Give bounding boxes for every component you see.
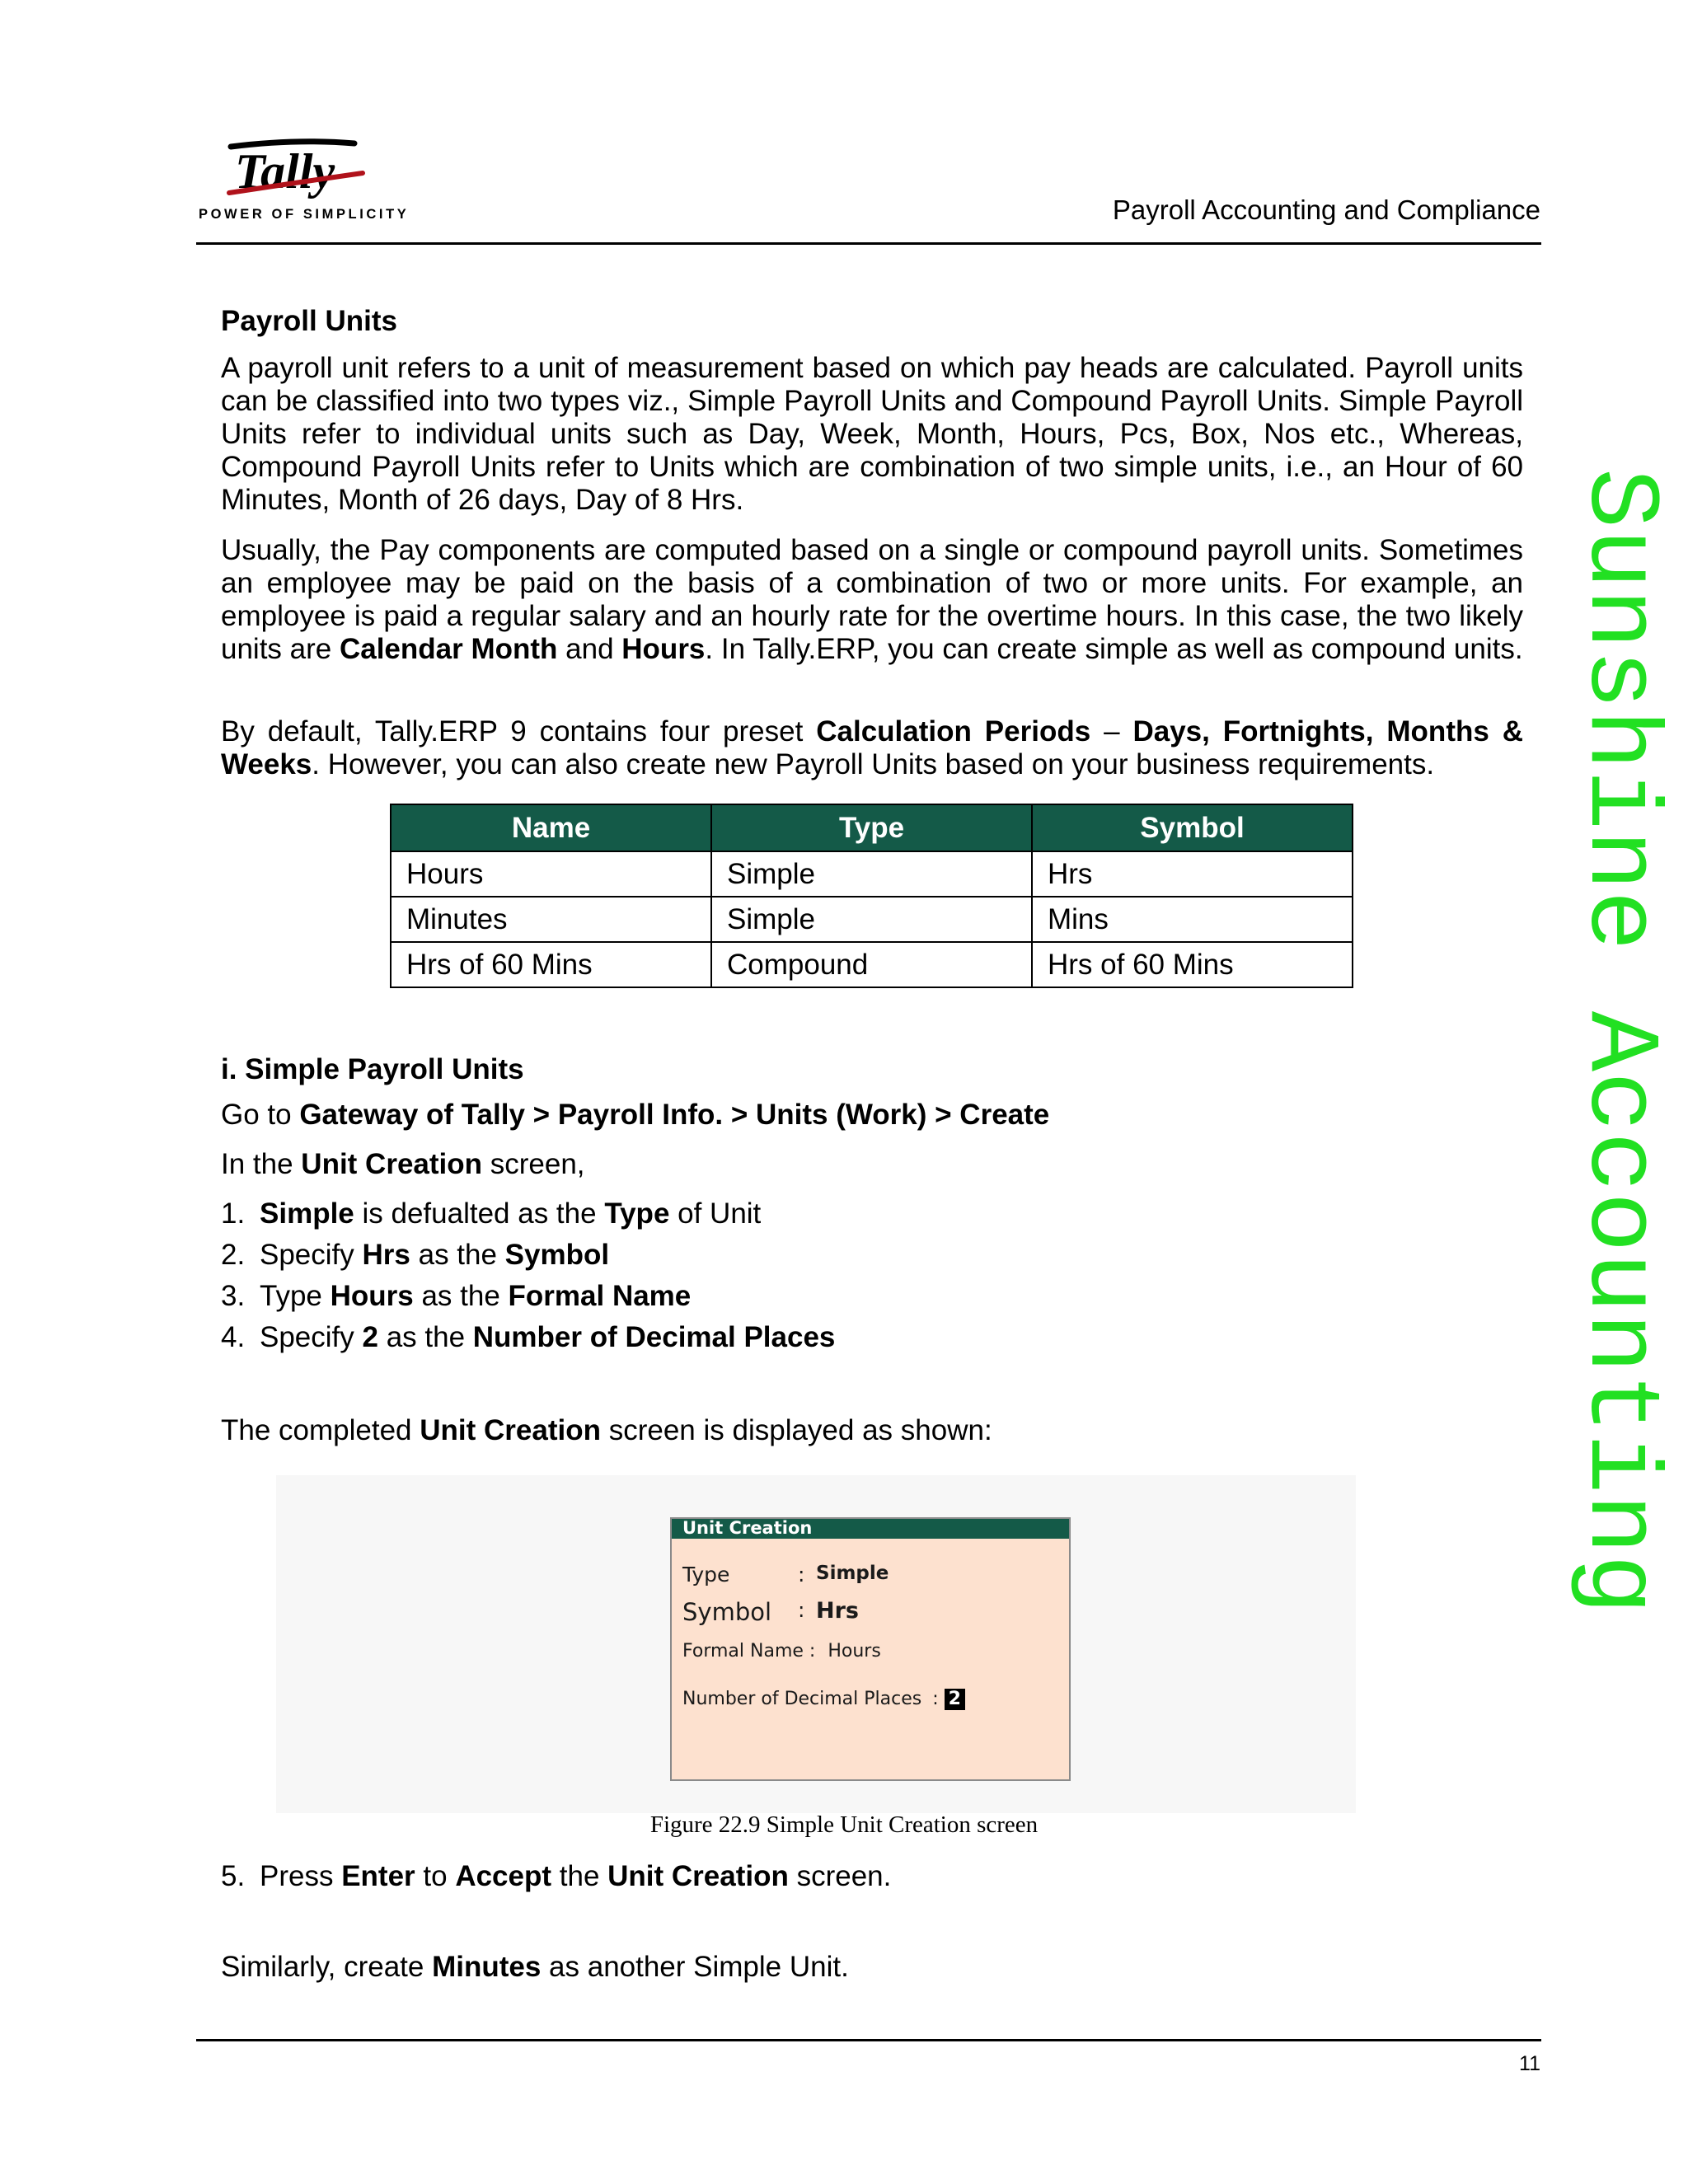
column-header-name: Name xyxy=(391,804,711,851)
step-1: 1. Simple is defualted as the Type of Unit xyxy=(221,1197,762,1230)
formal-name-separator: : xyxy=(809,1641,816,1661)
table-header-row xyxy=(391,804,1353,851)
step-2: 2. Specify Hrs as the Symbol xyxy=(221,1239,610,1271)
table-cell: Simple xyxy=(711,897,1032,942)
figure-caption: Figure 22.9 Simple Unit Creation screen xyxy=(649,1811,1039,1838)
symbol-label: Symbol xyxy=(682,1598,772,1626)
decimal-places-row xyxy=(682,1689,965,1710)
table-cell: Simple xyxy=(711,851,1032,897)
watermark-text: Sunshine Accounting xyxy=(1562,468,1676,1615)
decimal-places-label: Number of Decimal Places xyxy=(682,1689,922,1709)
table-row xyxy=(391,942,1353,987)
table-cell: Hrs xyxy=(1032,851,1353,897)
payroll-units-table xyxy=(390,804,1353,988)
formal-name-row xyxy=(682,1641,881,1661)
symbol-row xyxy=(682,1598,859,1626)
footer-rule xyxy=(196,2039,1541,2041)
intro-line: In the Unit Creation screen, xyxy=(221,1148,585,1180)
table-cell: Mins xyxy=(1032,897,1353,942)
logo-tagline: POWER OF SIMPLICITY xyxy=(199,207,410,222)
section-heading-simple-units: i. Simple Payroll Units xyxy=(221,1053,524,1085)
type-separator: : xyxy=(798,1563,805,1586)
formal-name-label: Formal Name xyxy=(682,1641,804,1661)
type-row xyxy=(682,1563,889,1586)
logo-text: Tally xyxy=(235,144,335,199)
section-heading-payroll-units: Payroll Units xyxy=(221,305,397,337)
watermark xyxy=(1562,468,1676,1754)
page-number: 11 xyxy=(1519,2052,1540,2075)
decimal-places-input[interactable]: 2 xyxy=(945,1689,965,1710)
unit-creation-screen xyxy=(670,1517,1071,1781)
navigation-path: Go to Gateway of Tally > Payroll Info. > Units (Work) > Create xyxy=(221,1099,1050,1131)
column-header-symbol: Symbol xyxy=(1032,804,1353,851)
type-value: Simple xyxy=(816,1563,889,1584)
completed-screen-line: The completed Unit Creation screen is displayed as shown: xyxy=(221,1414,992,1446)
step-4: 4. Specify 2 as the Number of Decimal Places xyxy=(221,1321,836,1353)
column-header-type: Type xyxy=(711,804,1032,851)
header-rule xyxy=(196,242,1541,245)
formal-name-value: Hours xyxy=(828,1641,881,1661)
type-label: Type xyxy=(682,1563,730,1586)
table-cell: Hrs of 60 Mins xyxy=(391,942,711,987)
unit-creation-title: Unit Creation xyxy=(672,1519,1069,1539)
header-title: Payroll Accounting and Compliance xyxy=(1112,194,1540,225)
table-cell: Hrs of 60 Mins xyxy=(1032,942,1353,987)
step-5: 5. Press Enter to Accept the Unit Creation screen. xyxy=(221,1860,892,1892)
table-cell: Hours xyxy=(391,851,711,897)
table-row xyxy=(391,897,1353,942)
paragraph-definition: A payroll unit refers to a unit of measurement based on which pay heads are calculated. Payroll units can be classified into two types viz., Simple Payroll Units and Compound Payroll Units. Simple Payroll Units refer to individual units such as Day, Week, Month, Hours, Pcs, Box, Nos etc., Whereas, Compound Payroll Units refer to Units which are combination of two simple units, i.e., an Hour of 60 Minutes, Month of 26 days, Day of 8 Hrs. xyxy=(221,352,1523,516)
decimal-places-separator: : xyxy=(932,1689,939,1709)
similarly-line: Similarly, create Minutes as another Simple Unit. xyxy=(221,1951,849,1983)
paragraph-defaults: By default, Tally.ERP 9 contains four preset Calculation Periods – Days, Fortnights, Months & Weeks. However, you can also create new Payroll Units based on your business requirements. xyxy=(221,715,1523,780)
paragraph-usage: Usually, the Pay components are computed based on a single or compound payroll units. Sometimes an employee may be paid on the basis of a combination of two or more units. For example, an employee is paid a regular salary and an hourly rate for the overtime hours. In this case, the two likely units are Calendar Month and Hours. In Tally.ERP, you can create simple as well as compound units. xyxy=(221,534,1523,665)
table-cell: Compound xyxy=(711,942,1032,987)
symbol-value: Hrs xyxy=(816,1598,859,1624)
table-row xyxy=(391,851,1353,897)
table-cell: Minutes xyxy=(391,897,711,942)
step-3: 3. Type Hours as the Formal Name xyxy=(221,1280,692,1312)
symbol-separator: : xyxy=(798,1598,805,1622)
